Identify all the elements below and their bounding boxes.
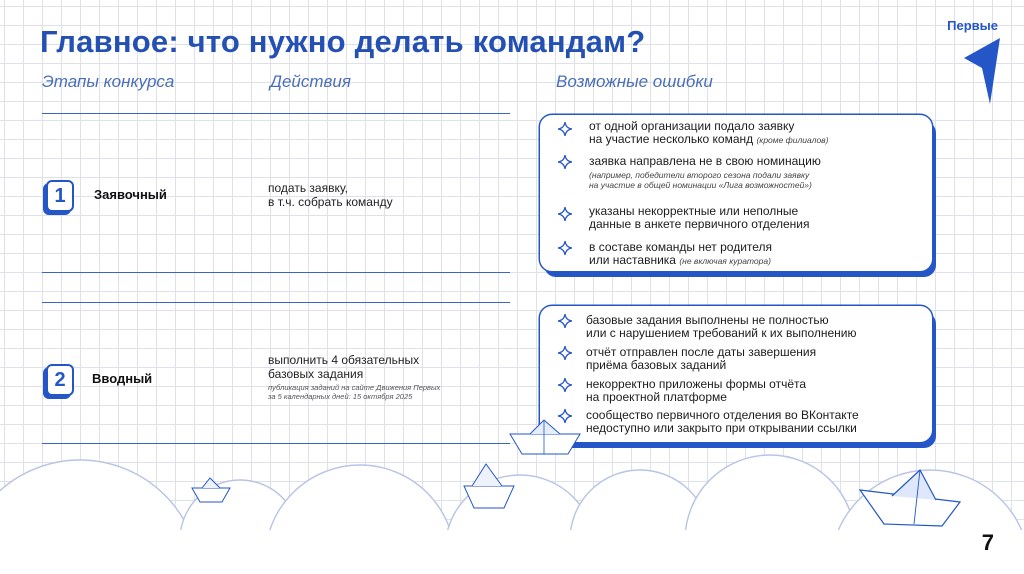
row-divider	[42, 302, 510, 303]
stage-number-badge: 1	[46, 180, 74, 212]
page-number: 7	[981, 530, 994, 555]
sparkle-icon	[558, 378, 572, 392]
column-header-actions: Действия	[270, 72, 351, 91]
stage-action: выполнить 4 обязательных базовых задания	[268, 353, 420, 381]
error-note: (кроме филиалов)	[756, 135, 829, 145]
error-text: в составе команды нет родителя или наставника	[589, 240, 773, 267]
paper-boat-icon	[462, 462, 516, 512]
error-item: отчёт отправлен после даты завершения приёма базовых заданий	[586, 345, 817, 372]
stage-number-badge: 2	[46, 364, 74, 396]
error-item: указаны некорректные или неполные данные в анкете первичного отделения	[589, 204, 810, 231]
stage-action-note: публикация заданий на сайте Движения Первых за 5 календарных дней: 15 октября 2025	[268, 383, 441, 401]
page-title: Главное: что нужно делать командам?	[40, 24, 646, 59]
paper-boat-icon	[858, 468, 962, 530]
error-text: заявка направлена не в свою номинацию	[589, 154, 821, 168]
sparkle-icon	[558, 314, 572, 328]
paper-boat-icon	[190, 476, 232, 504]
column-header-stages: Этапы конкурса	[42, 72, 175, 91]
error-item: некорректно приложены формы отчёта на проектной платформе	[586, 377, 807, 404]
errors-card-stage-2	[540, 306, 932, 442]
stage-name: Заявочный	[94, 187, 167, 202]
row-divider	[42, 113, 510, 114]
sparkle-icon	[558, 346, 572, 360]
sparkle-icon	[558, 241, 572, 255]
error-text: от одной организации подало заявку на участие несколько команд	[589, 119, 795, 146]
logo-icon	[962, 36, 1002, 106]
row-divider	[42, 272, 510, 273]
paper-boat-icon	[508, 418, 582, 458]
logo-text: Первые	[947, 18, 998, 33]
error-item: базовые задания выполнены не полностью или с нарушением требований к их выполнению	[586, 313, 857, 340]
error-note: (не включая куратора)	[679, 256, 771, 266]
error-note: (например, победители второго сезона подали заявку на участие в общей номинации «Лига возможностей»)	[589, 170, 812, 190]
error-item	[589, 241, 772, 268]
stage-name: Вводный	[92, 371, 153, 386]
sparkle-icon	[558, 155, 572, 169]
error-item: сообщество первичного отделения во ВКонтакте недоступно или закрыто при открывании ссылки	[586, 408, 859, 435]
sparkle-icon	[558, 207, 572, 221]
errors-card-stage-1	[540, 115, 932, 271]
stage-action: подать заявку, в т.ч. собрать команду	[268, 181, 393, 209]
error-item	[589, 120, 828, 147]
column-header-errors: Возможные ошибки	[556, 72, 713, 91]
error-item	[589, 155, 821, 168]
sparkle-icon	[558, 122, 572, 136]
